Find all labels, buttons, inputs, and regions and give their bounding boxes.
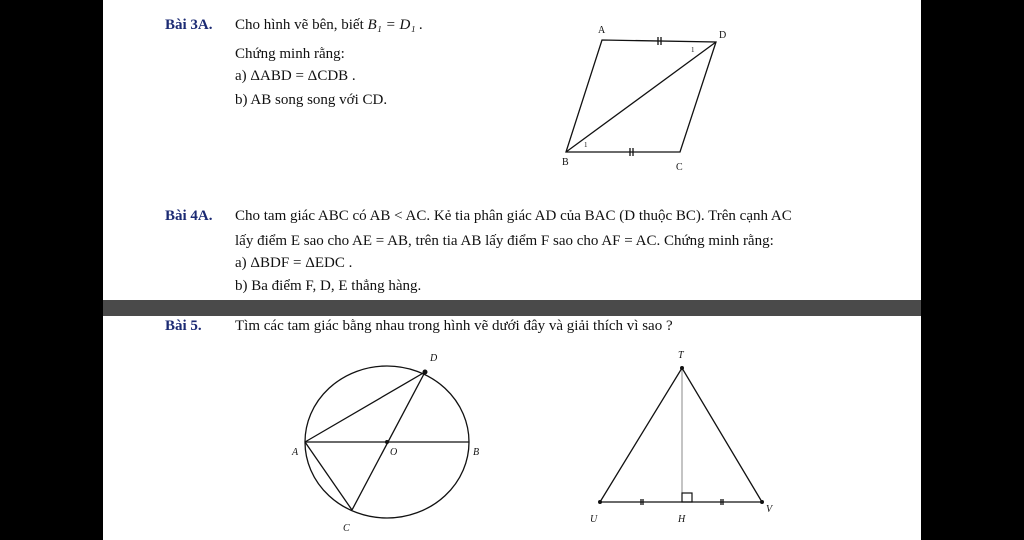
angle-b1-label: 1 [584,141,588,149]
triangle-t-label: T [678,350,684,361]
problem-4-line-2: lấy điểm E sao cho AE = AB, trên tia AB lấy điểm F sao cho AF = AC. Chứng minh rằng: [235,233,774,249]
vertex-c-label: C [676,162,683,173]
problem-3-part-a: a) ΔABD = ΔCDB . [235,68,356,84]
problem-3-part-b: b) AB song song với CD. [235,92,388,108]
triangle-u-label: U [590,514,598,525]
circle-a-label: A [292,447,299,458]
problem-4-label: Bài 4A. [165,208,213,224]
problem-3-given: B₁ = D₁ . [367,17,424,33]
circle-b-label: B [473,447,480,458]
circle-c-label: C [343,523,350,534]
angle-d1-label: 1 [691,46,695,54]
triangle-h-label: H [678,514,686,525]
right-angle-mark [682,493,692,502]
vertex-d-label: D [719,30,727,41]
circle-o-label: O [390,447,398,458]
problem-3-intro-text: Cho hình vẽ bên, biết [235,17,364,33]
problem-3-prompt: Chứng minh rằng: [235,46,345,62]
problem-3-label: Bài 3A. [165,17,213,33]
triangle-outline [600,368,762,502]
vertex-a-label: A [598,25,606,36]
triangle-v-label: V [766,504,773,515]
circle-d-label: D [430,353,438,364]
problem-4-part-a: a) ΔBDF = ΔEDC . [235,255,353,271]
problem-4-part-b: b) Ba điểm F, D, E thẳng hàng. [235,278,422,294]
vertex-b-label: B [562,157,569,168]
problem-5-label: Bài 5. [165,318,202,334]
problem-5-text: Tìm các tam giác bằng nhau trong hình vẽ dưới đây và giải thích vì sao ? [235,318,673,334]
problem-4-line-1: Cho tam giác ABC có AB < AC. Kẻ tia phân giác AD của BAC (D thuộc BC). Trên cạnh AC [235,208,792,224]
